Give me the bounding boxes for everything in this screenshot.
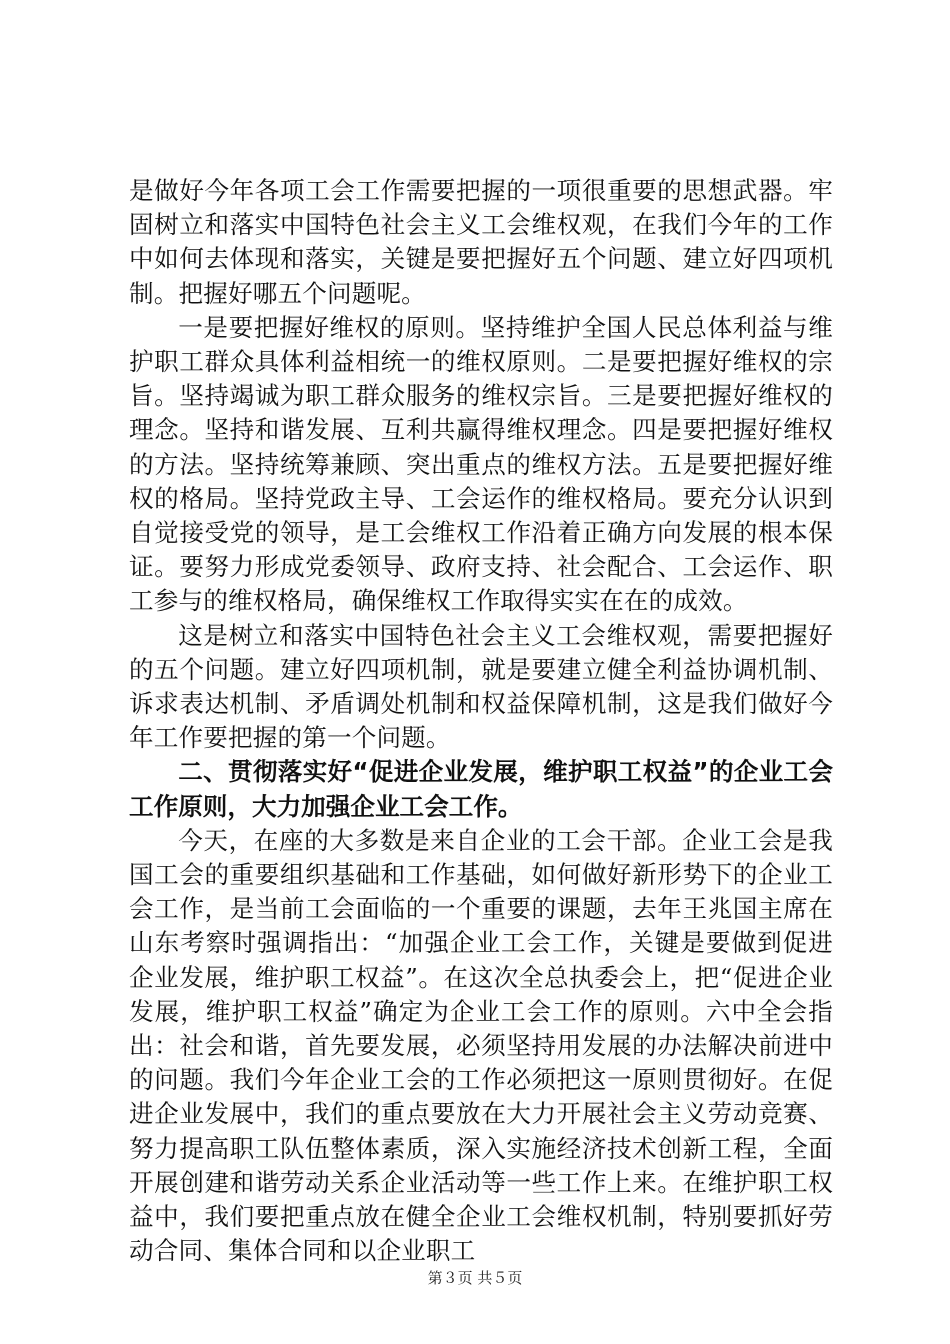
paragraph-four-mechanisms: 这是树立和落实中国特色社会主义工会维权观，需要把握好的五个问题。建立好四项机制，就是要建立健全利益协调机制、诉求表达机制、矛盾调处机制和权益保障机制，这是我们做好今年工作要把握的第一个问题。 <box>129 620 833 753</box>
paragraph-five-issues: 一是要把握好维权的原则。坚持维护全国人民总体利益与维护职工群众具体利益相统一的维权原则。二是要把握好维权的宗旨。坚持竭诚为职工群众服务的维权宗旨。三是要把握好维权的理念。坚持和谐发展、互利共赢得维权理念。四是要把握好维权的方法。坚持统筹兼顾、突出重点的维权方法。五是要把握好维权的格局。坚持党政主导、工会运作的维权格局。要充分认识到自觉接受党的领导，是工会维权工作沿着正确方向发展的根本保证。要努力形成党委领导、政府支持、社会配合、工会运作、职工参与的维权格局，确保维权工作取得实实在在的成效。 <box>129 312 833 616</box>
document-body <box>129 174 833 1269</box>
paragraph-enterprise-union: 今天，在座的大多数是来自企业的工会干部。企业工会是我国工会的重要组织基础和工作基础，如何做好新形势下的企业工会工作，是当前工会面临的一个重要的课题，去年王兆国主席在山东考察时强调指出：“加强企业工会工作，关键是要做到促进企业发展，维护职工权益”。在这次全总执委会上，把“促进企业发展，维护职工权益”确定为企业工会工作的原则。六中全会指出：社会和谐，首先要发展，必须坚持用发展的办法解决前进中的问题。我们今年企业工会的工作必须把这一原则贯彻好。在促进企业发展中，我们的重点要放在大力开展社会主义劳动竞赛、努力提高职工队伍整体素质，深入实施经济技术创新工程，全面开展创建和谐劳动关系企业活动等一些工作上来。在维护职工权益中，我们要把重点放在健全企业工会维权机制，特别要抓好劳动合同、集体合同和以企业职工 <box>129 825 833 1266</box>
page-number-footer: 第３页 共５页 <box>427 1269 523 1287</box>
paragraph-continuation: 是做好今年各项工会工作需要把握的一项很重要的思想武器。牢固树立和落实中国特色社会主义工会维权观，在我们今年的工作中如何去体现和落实，关键是要把握好五个问题、建立好四项机制。把握好哪五个问题呢。 <box>129 176 833 308</box>
section-heading: 二、贯彻落实好“促进企业发展，维护职工权益”的企业工会工作原则，大力加强企业工会工作。 <box>129 757 833 821</box>
